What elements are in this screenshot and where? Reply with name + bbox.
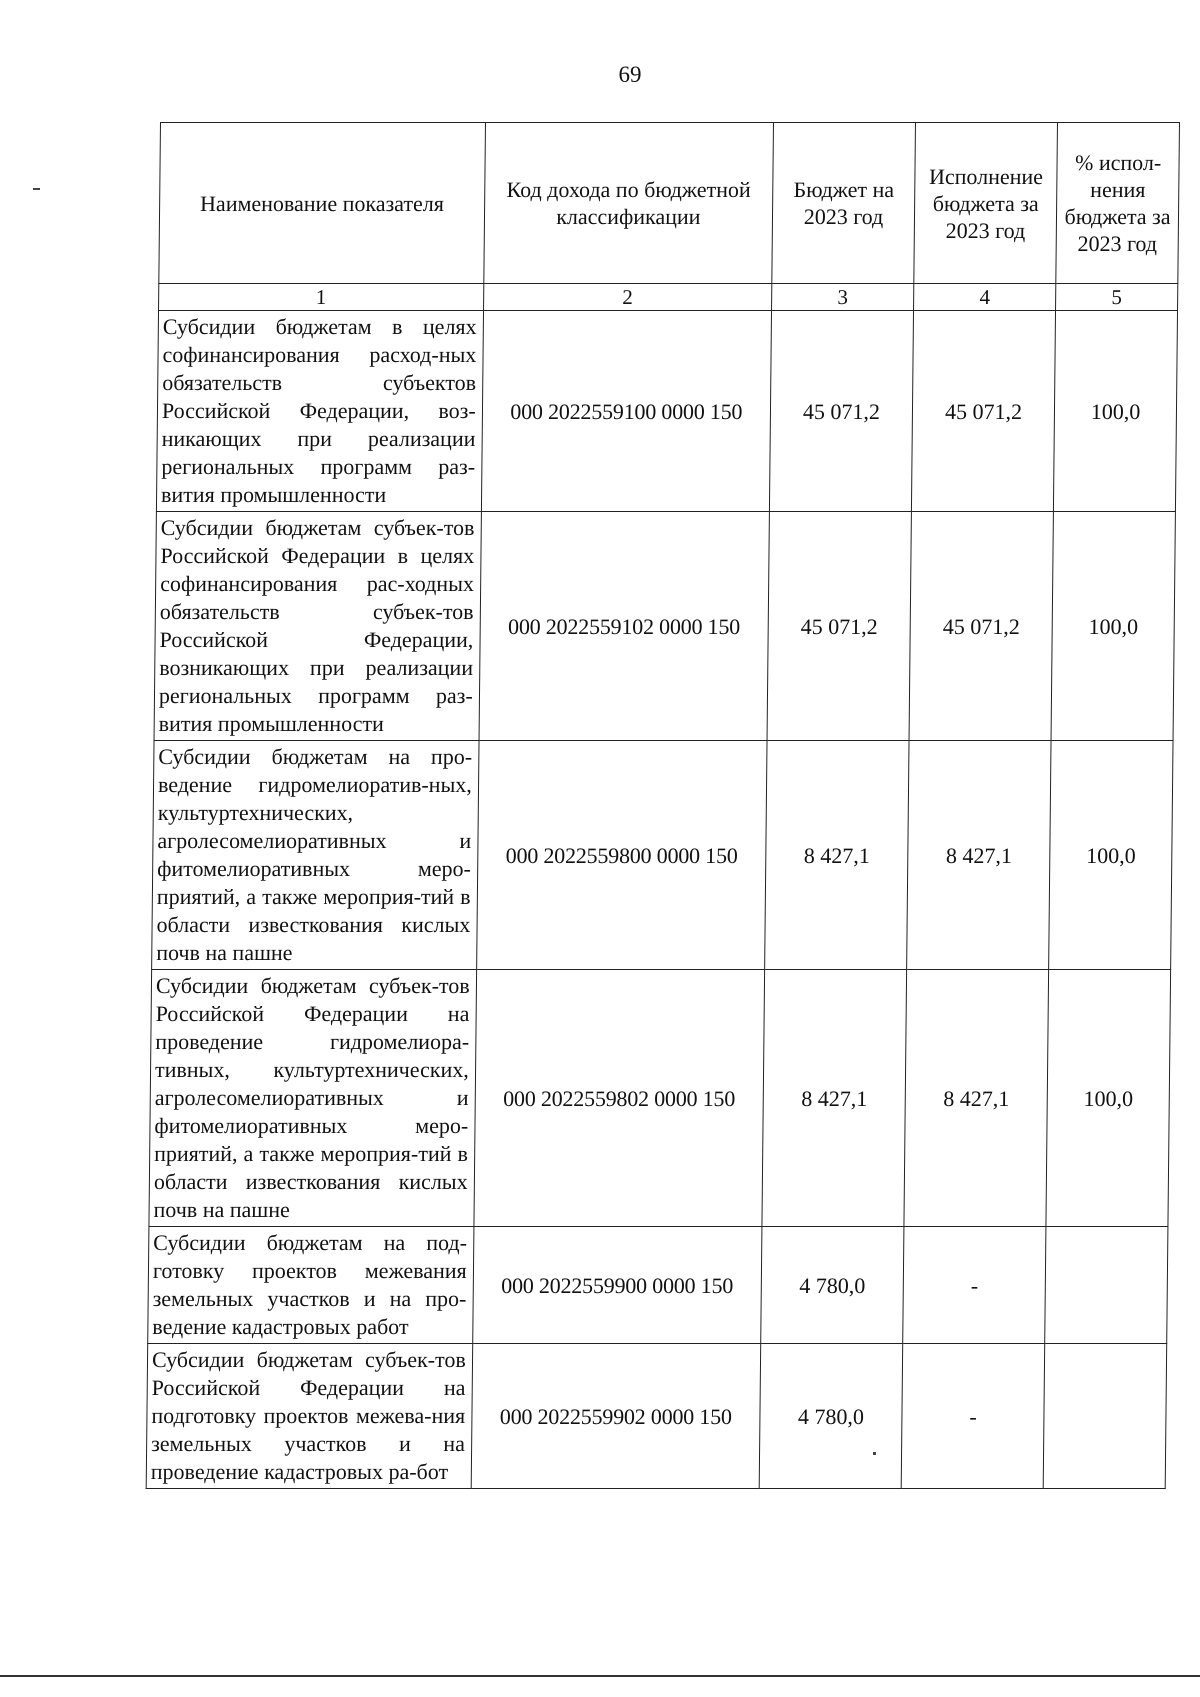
row-execution: 8 427,1: [904, 970, 1049, 1227]
header-code: Код дохода по бюджетной классификации: [484, 123, 774, 284]
column-number: 4: [914, 284, 1056, 311]
row-name: Субсидии бюджетам на про-ведение гидромелиоратив-ных, культуртехнических, агролесомелиоративных и фитомелиоративных меро-приятий, а также мероприя-тий в области известкования кислых почв на пашне: [152, 741, 479, 970]
header-percent: % испол-нения бюджета за 2023 год: [1056, 123, 1180, 284]
row-percent: 100,0: [1046, 970, 1171, 1227]
row-name: Субсидии бюджетам субъек-тов Российской Федерации на подготовку проектов межева-ния земельных участков и на проведение кадастровых ра-бот: [146, 1344, 472, 1489]
row-percent: [1043, 1344, 1166, 1489]
column-number-row: [159, 284, 1178, 311]
row-code: 000 2022559102 0000 150: [479, 512, 770, 741]
header-execution: Исполнение бюджета за 2023 год: [914, 123, 1058, 284]
row-code: 000 2022559802 0000 150: [474, 970, 765, 1227]
row-code: 000 2022559902 0000 150: [471, 1344, 761, 1489]
row-name: Субсидии бюджетам субъек-тов Российской Федерации на проведение гидромелиора-тивных, культуртехнических, агролесомелиоративных и фитомелиоративных меро-приятий, а также мероприя-тий в области известкования кислых почв на пашне: [149, 970, 476, 1227]
table-row: [152, 741, 1173, 970]
row-budget: 45 071,2: [767, 512, 911, 741]
row-percent: [1045, 1227, 1168, 1344]
scan-speck: [33, 188, 40, 190]
row-name: Субсидии бюджетам субъек-тов Российской Федерации в целях софинансирования рас-ходных обязательств субъек-тов Российской Федерации, возникающих при реализации региональных программ раз-вития промышленности: [154, 512, 481, 741]
column-number: 3: [772, 284, 914, 311]
row-percent: 100,0: [1054, 311, 1178, 512]
column-number: 5: [1056, 284, 1178, 311]
column-number: 1: [159, 284, 484, 311]
row-execution: 45 071,2: [909, 512, 1053, 741]
row-name: Субсидии бюджетам на под-готовку проектов межевания земельных участков и на про-ведение кадастровых работ: [148, 1227, 474, 1344]
row-budget: 45 071,2: [769, 311, 913, 512]
header-name: Наименование показателя: [159, 123, 485, 284]
table-row: [146, 1344, 1167, 1489]
row-budget: 8 427,1: [762, 970, 907, 1227]
row-code: 000 2022559800 0000 150: [476, 741, 767, 970]
row-percent: 100,0: [1051, 512, 1175, 741]
row-name: Субсидии бюджетам в целях софинансирования расход-ных обязательств субъектов Российской Федерации, воз-никающих при реализации региональных программ раз-вития промышленности: [156, 311, 483, 512]
table-row: [148, 1227, 1168, 1344]
budget-table: [146, 122, 1180, 1489]
bottom-rule: [0, 1675, 1200, 1677]
row-execution: 8 427,1: [907, 741, 1051, 970]
table-row: [154, 512, 1175, 741]
row-execution: 45 071,2: [911, 311, 1055, 512]
row-budget: 4 780,0: [759, 1344, 903, 1489]
row-budget: 4 780,0: [761, 1227, 904, 1344]
header-row: [159, 123, 1180, 284]
page-number: 69: [618, 62, 642, 87]
header-budget: Бюджет на 2023 год: [772, 123, 916, 284]
column-number: 2: [483, 284, 772, 311]
row-percent: 100,0: [1049, 741, 1173, 970]
row-execution: -: [903, 1227, 1046, 1344]
table-row: [156, 311, 1177, 512]
table-row: [149, 970, 1171, 1227]
row-code: 000 2022559900 0000 150: [472, 1227, 761, 1344]
row-budget: 8 427,1: [765, 741, 909, 970]
row-code: 000 2022559100 0000 150: [481, 311, 771, 512]
row-execution: -: [901, 1344, 1045, 1489]
